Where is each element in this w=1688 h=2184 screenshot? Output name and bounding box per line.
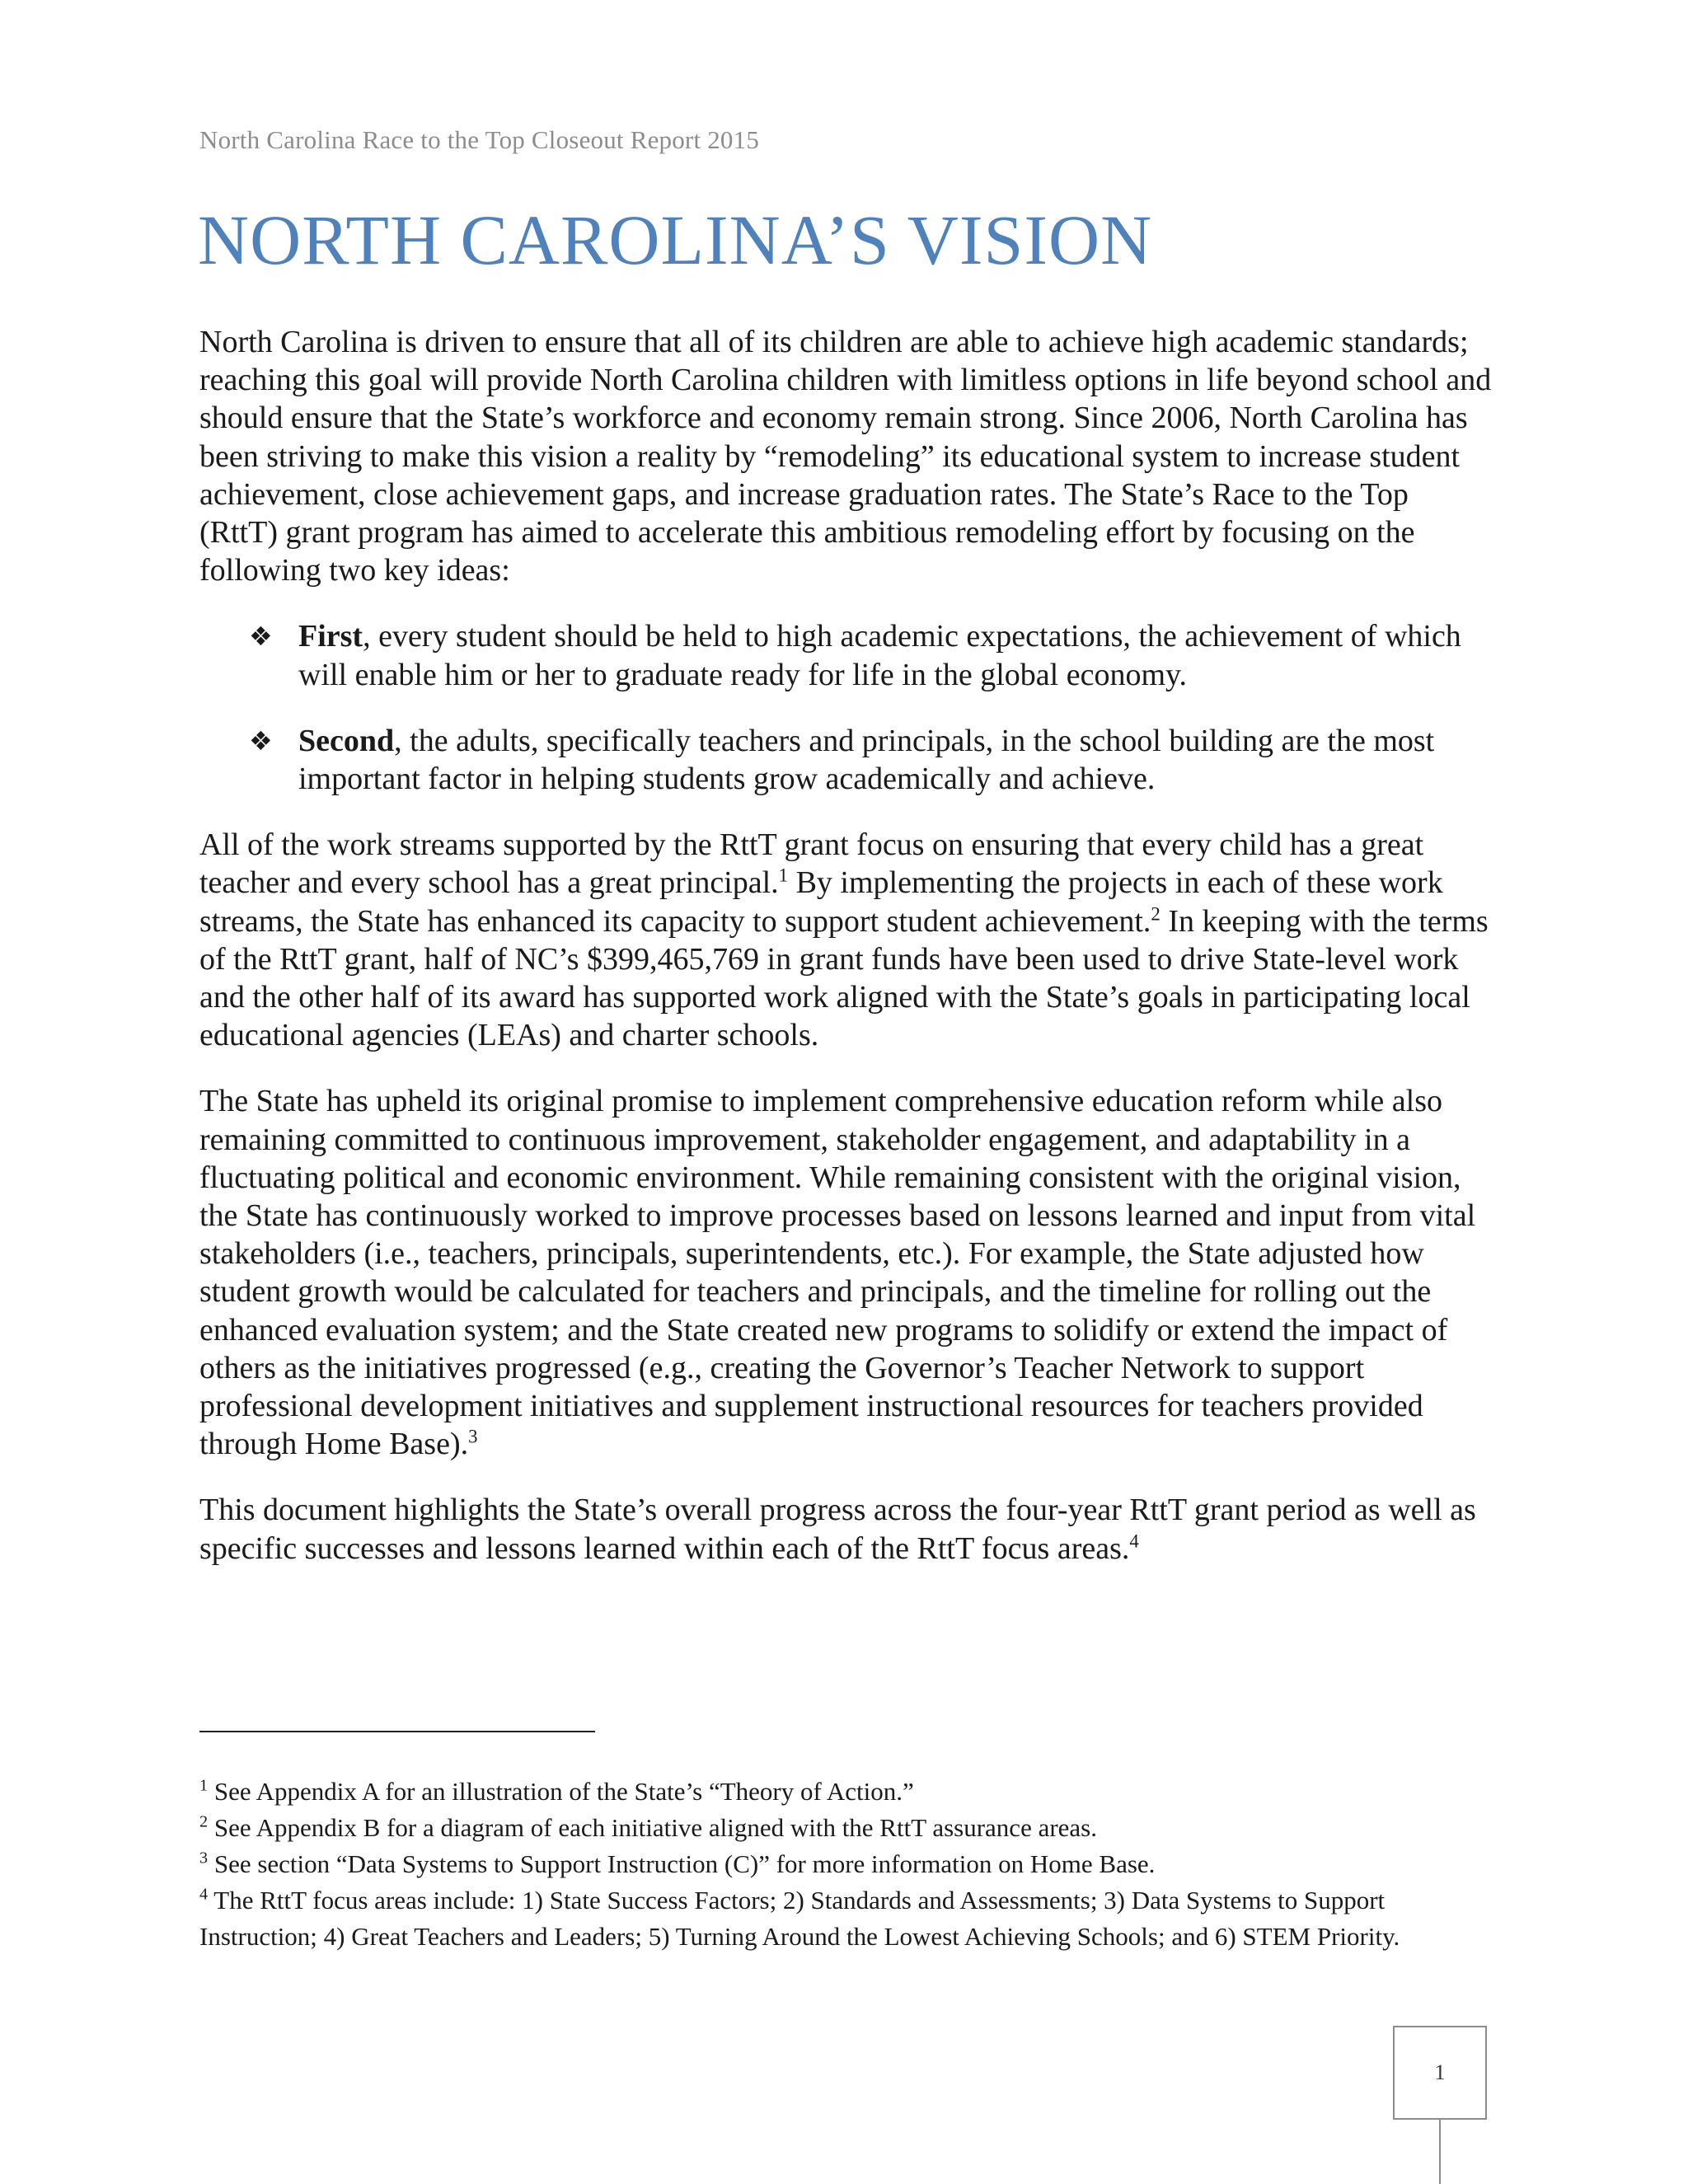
- paragraph-text: By implementing the projects in each of these work streams, the State has enhanced its capacity to support student achievement.: [199, 865, 1443, 939]
- list-item: [199, 617, 1493, 693]
- footnote-text: See section “Data Systems to Support Instruction (C)” for more information on Home Base.: [208, 1849, 1156, 1878]
- footnotes: [199, 1774, 1493, 1955]
- running-header: North Carolina Race to the Top Closeout Report 2015: [199, 125, 760, 154]
- footnote-text: The RttT focus areas include: 1) State Success Factors; 2) Standards and Assessments; 3) Data Systems to Support Instruction; 4) Great Teachers and Leaders; 5) Turning Around the Lowest Achieving Schools; and 6) STEM Priority.: [199, 1886, 1400, 1951]
- paragraph-work-streams: [199, 826, 1493, 1054]
- paragraph-text: This document highlights the State’s overall progress across the four-year RttT grant period as well as specific successes and lessons learned within each of the RttT focus areas.: [199, 1493, 1476, 1566]
- bullet-lead: Second: [298, 723, 395, 758]
- footnote: [199, 1846, 1493, 1882]
- bullet-text: , every student should be held to high academic expectations, the achievement of which will enable him or her to graduate ready for life in the global economy.: [298, 619, 1461, 692]
- paragraph-text: All of the work streams supported by the RttT grant focus on ensuring that every child has a great teacher and every school has a great principal.: [199, 827, 1424, 901]
- paragraph-promise: [199, 1082, 1493, 1463]
- footnote-ref-2[interactable]: 2: [1151, 902, 1160, 924]
- footnote: [199, 1882, 1493, 1955]
- footnote-ref-1[interactable]: 1: [778, 865, 789, 886]
- paragraph-text: In keeping with the terms of the RttT grant, half of NC’s $399,465,769 in grant funds have been used to drive State-level work and the other half of its award has supported work aligned with the State’s goals in participating local educational agencies (LEAs) and charter schools.: [199, 903, 1489, 1053]
- footnote-ref-4[interactable]: 4: [1129, 1530, 1139, 1552]
- footnote-number: 2: [199, 1812, 209, 1831]
- page-number-stem: [1439, 2120, 1441, 2184]
- paragraph-intro: North Carolina is driven to ensure that all of its children are able to achieve high academic standards; reaching this goal will provide North Carolina children with limitless options in life beyond school and should ensure that the State’s workforce and economy remain strong. Since 2006, North Carolina has been striving to make this vision a reality by “remodeling” its educational system to increase student achievement, close achievement gaps, and increase graduation rates. The State’s Race to the Top (RttT) grant program has aimed to accelerate this ambitious remodeling effort by focusing on the following two key ideas:: [199, 325, 1492, 588]
- paragraph-highlights: [199, 1491, 1493, 1567]
- diamond-bullet-icon: ❖: [249, 724, 273, 757]
- bullet-lead: First: [298, 619, 363, 654]
- body-text: [199, 323, 1493, 1596]
- page-number: 1: [1393, 2026, 1487, 2120]
- footnote-number: 3: [199, 1849, 209, 1868]
- footnote-separator: [199, 1731, 595, 1732]
- footnote-ref-3[interactable]: 3: [468, 1426, 478, 1447]
- paragraph-text: The State has upheld its original promise to implement comprehensive education reform while also remaining committed to continuous improvement, stakeholder engagement, and adaptability in a fluctuating political and economic environment. While remaining consistent with the original vision, the State has continuously worked to improve processes based on lessons learned and input from vital stakeholders (i.e., teachers, principals, superintendents, etc.). For example, the State adjusted how student growth would be calculated for teachers and principals, and the timeline for rolling out the enhanced evaluation system; and the State created new programs to solidify or extend the impact of others as the initiatives progressed (e.g., creating the Governor’s Teacher Network to support professional development initiatives and supplement instructional resources for teachers provided through Home Base).: [199, 1084, 1476, 1462]
- list-item: [199, 722, 1493, 798]
- diamond-bullet-icon: ❖: [249, 621, 273, 653]
- page-title: NORTH CAROLINA’S VISION: [198, 200, 1153, 279]
- footnote-number: 1: [199, 1776, 209, 1795]
- footnote-number: 4: [199, 1885, 209, 1904]
- footnote-text: See Appendix A for an illustration of the State’s “Theory of Action.”: [208, 1777, 914, 1806]
- footnote: [199, 1774, 1493, 1810]
- bullet-text: , the adults, specifically teachers and principals, in the school building are the most important factor in helping students grow academically and achieve.: [298, 723, 1435, 797]
- key-ideas-list: [199, 617, 1493, 798]
- footnote-text: See Appendix B for a diagram of each initiative aligned with the RttT assurance areas.: [208, 1813, 1097, 1842]
- footnote: [199, 1810, 1493, 1846]
